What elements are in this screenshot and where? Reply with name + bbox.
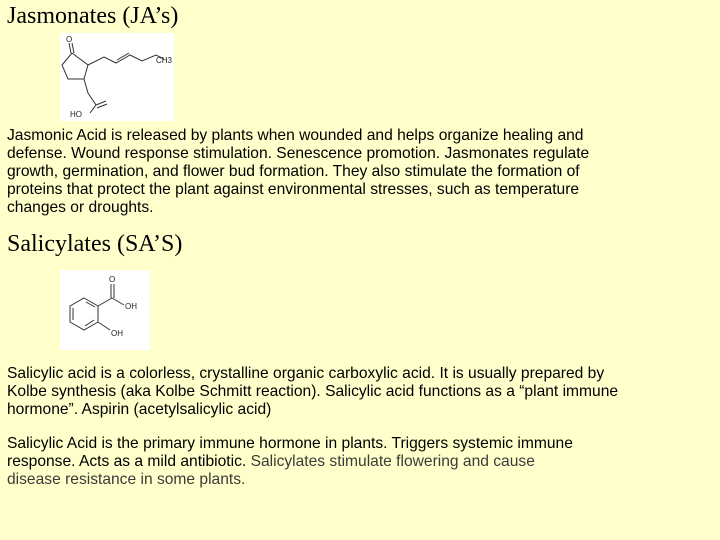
text-line: changes or droughts. (7, 199, 154, 216)
acid-hydroxyl-label: OH (125, 302, 137, 311)
text-line: disease resistance in some plants. (7, 471, 246, 488)
text-line: hormone”. Aspirin (acetylsalicylic acid) (7, 401, 272, 418)
text-line: Kolbe synthesis (aka Kolbe Schmitt reaction). Salicylic acid functions as a “plant immune (7, 383, 619, 400)
text-segment: response. Acts as a mild antibiotic. (7, 453, 247, 470)
carbonyl-oxygen-label: O (109, 275, 116, 284)
text-segment: Salicylates stimulate flowering and cause (246, 453, 535, 470)
phenol-hydroxyl-label: OH (111, 329, 123, 338)
text-line: Salicylic acid is a colorless, crystalline organic carboxylic acid. It is usually prepared by (7, 365, 605, 382)
jasmonates-description (7, 127, 589, 217)
jasmonates-heading: Jasmonates (JA’s) (7, 3, 179, 29)
salicylates-heading: Salicylates (SA’S) (7, 231, 183, 257)
text-line: Jasmonic Acid is released by plants when wounded and helps organize healing and (7, 127, 584, 144)
oxygen-label: O (66, 35, 73, 44)
text-line: Salicylic Acid is the primary immune hormone in plants. Triggers systemic immune (7, 435, 573, 452)
salicylic-acid-description (7, 365, 618, 419)
text-line (7, 453, 573, 471)
acid-label: HO (70, 110, 82, 119)
methyl-label: CH3 (156, 56, 173, 65)
text-line: proteins that protect the plant against environmental stresses, such as temperature (7, 181, 580, 198)
text-line: growth, germination, and flower bud formation. They also stimulate the formation of (7, 163, 580, 180)
salicylic-acid-diagram (60, 270, 150, 350)
jasmonic-acid-diagram (60, 33, 174, 121)
text-line: defense. Wound response stimulation. Senescence promotion. Jasmonates regulate (7, 145, 590, 162)
jasmonic-acid-structure-image (60, 33, 174, 121)
salicylic-acid-structure-image (60, 270, 150, 350)
salicylic-acid-immune-description (7, 435, 573, 489)
